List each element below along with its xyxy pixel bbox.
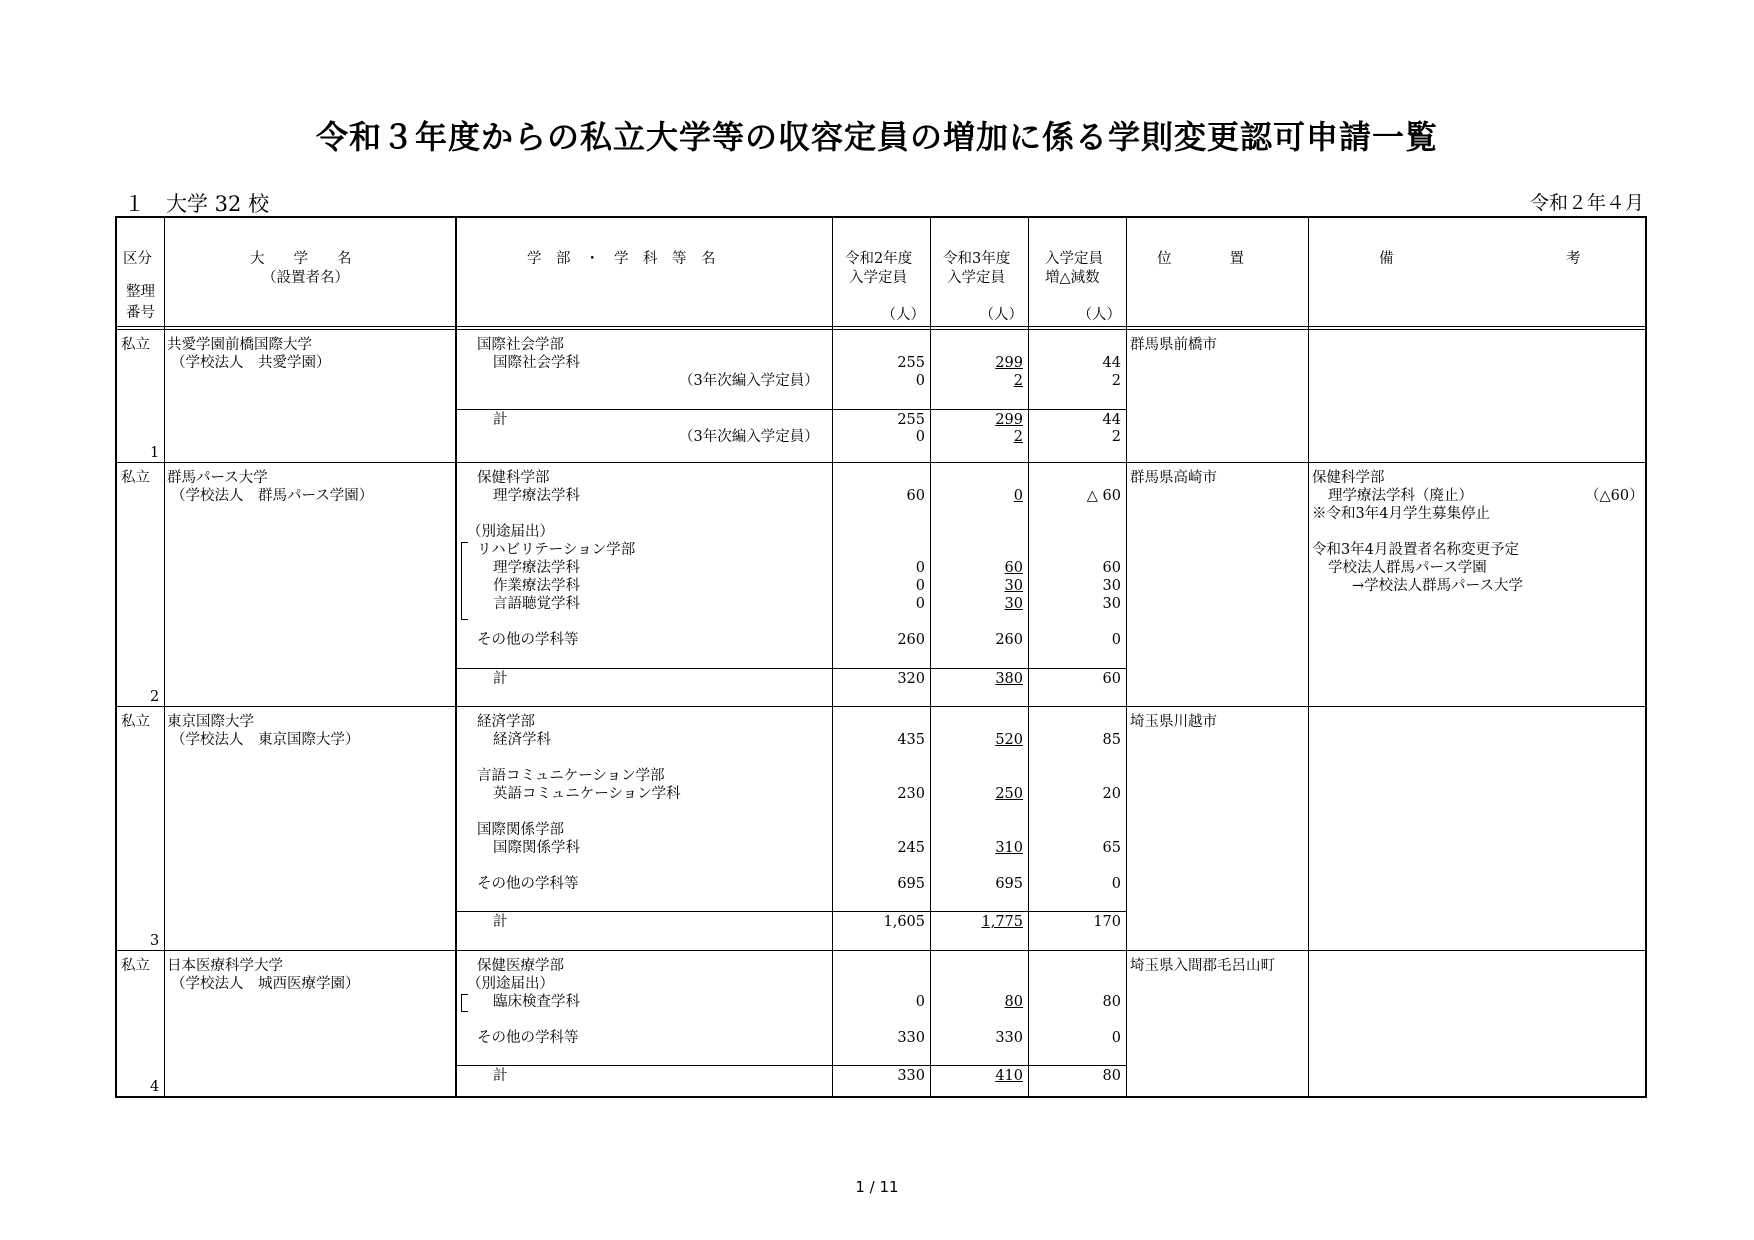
bracket-mark — [461, 994, 468, 1012]
department-name: 臨床検査学科 — [493, 994, 580, 1010]
header-remarks-right: 考 — [1566, 251, 1581, 267]
r3-capacity: 2 — [1013, 373, 1023, 389]
r2-capacity: 60 — [906, 488, 925, 504]
r3-capacity: 330 — [995, 1030, 1023, 1046]
header-remarks-left: 備 — [1379, 251, 1394, 267]
row-number: 2 — [150, 689, 160, 705]
row-kubun: 私立 — [121, 470, 150, 486]
faculty-name: リハビリテーション学部 — [477, 542, 636, 558]
capacity-diff: 60 — [1102, 560, 1121, 576]
r3-capacity: 260 — [995, 632, 1023, 648]
total-diff: 170 — [1093, 914, 1121, 930]
col-divider — [1308, 218, 1309, 1096]
other-departments: その他の学科等 — [477, 1030, 579, 1046]
row-corp-name: （学校法人 城西医療学園） — [171, 976, 360, 992]
department-name: 国際関係学科 — [493, 840, 580, 856]
total-diff: 2 — [1111, 429, 1121, 445]
row-kubun: 私立 — [121, 958, 150, 974]
r2-capacity: 0 — [915, 560, 925, 576]
faculty-name: 保健科学部 — [477, 470, 550, 486]
r2-capacity: 255 — [897, 355, 925, 371]
r3-capacity: 310 — [995, 840, 1023, 856]
subtotal-divider — [456, 668, 1126, 669]
capacity-diff: 80 — [1102, 994, 1121, 1010]
faculty-name: 国際関係学部 — [477, 822, 564, 838]
separate-notice-label: （別途届出） — [467, 524, 554, 540]
row-divider — [117, 462, 1645, 463]
header-r2-line2: 入学定員 — [849, 270, 907, 286]
header-unit: （人） — [881, 307, 925, 323]
col-divider — [164, 218, 165, 1096]
r3-capacity: 80 — [1004, 994, 1023, 1010]
r3-capacity: 30 — [1004, 596, 1023, 612]
header-divider — [117, 326, 1645, 330]
row-corp-name: （学校法人 共愛学園） — [171, 355, 331, 371]
header-r3-line1: 令和3年度 — [943, 251, 1011, 267]
faculty-name: 保健医療学部 — [477, 958, 564, 974]
header-unit: （人） — [1077, 307, 1121, 323]
remarks-line: 学校法人群馬パース学園 — [1328, 560, 1487, 576]
row-corp-name: （学校法人 群馬パース学園） — [171, 488, 374, 504]
department-name: 経済学科 — [493, 732, 551, 748]
remarks-line: 令和3年4月設置者名称変更予定 — [1312, 542, 1519, 558]
remarks-line: 理学療法学科（廃止） — [1328, 488, 1473, 504]
total-label: 計 — [493, 1068, 508, 1084]
col-divider — [456, 218, 457, 1096]
header-univ-name: 大 学 名 — [250, 251, 352, 267]
r2-capacity: 0 — [915, 373, 925, 389]
department-name: 理学療法学科 — [493, 488, 580, 504]
row-univ-name: 東京国際大学 — [167, 714, 254, 730]
capacity-diff: △ 60 — [1086, 488, 1121, 504]
row-univ-name: 群馬パース大学 — [167, 470, 268, 486]
capacity-diff: 65 — [1102, 840, 1121, 856]
department-name: 英語コミュニケーション学科 — [493, 786, 681, 802]
r2-capacity: 0 — [915, 596, 925, 612]
col-divider — [1126, 218, 1127, 1096]
col-divider — [930, 218, 931, 1096]
separate-notice-label: （別途届出） — [467, 976, 554, 992]
r2-capacity: 0 — [915, 578, 925, 594]
row-number: 4 — [150, 1079, 160, 1095]
r2-capacity: 245 — [897, 840, 925, 856]
faculty-name: 言語コミュニケーション学部 — [477, 768, 665, 784]
r3-capacity: 250 — [995, 786, 1023, 802]
header-diff-line1: 入学定員 — [1045, 251, 1103, 267]
remarks-line: （△60） — [1585, 488, 1644, 504]
total-r2: 0 — [915, 429, 925, 445]
document-date: 令和２年４月 — [1529, 192, 1644, 214]
total-diff: 80 — [1102, 1068, 1121, 1084]
row-location: 群馬県高崎市 — [1130, 470, 1217, 486]
capacity-diff: 30 — [1102, 578, 1121, 594]
header-seiri: 整理 — [126, 284, 155, 300]
row-number: 1 — [150, 445, 160, 461]
department-name: 国際社会学科 — [493, 355, 580, 371]
total-label: 計 — [493, 914, 508, 930]
department-name: 作業療法学科 — [493, 578, 580, 594]
r3-capacity: 299 — [995, 355, 1023, 371]
row-location: 埼玉県川越市 — [1130, 714, 1217, 730]
other-departments: その他の学科等 — [477, 876, 579, 892]
total-r3: 380 — [995, 671, 1023, 687]
row-kubun: 私立 — [121, 714, 150, 730]
total-diff: 44 — [1102, 412, 1121, 428]
r2-capacity: 230 — [897, 786, 925, 802]
header-r2-line1: 令和2年度 — [845, 251, 913, 267]
r2-capacity: 695 — [897, 876, 925, 892]
subtotal-divider — [456, 409, 1126, 410]
remarks-line: →学校法人群馬パース大学 — [1352, 578, 1523, 594]
r3-capacity: 695 — [995, 876, 1023, 892]
total-r2: 330 — [897, 1068, 925, 1084]
r3-capacity: 30 — [1004, 578, 1023, 594]
row-univ-name: 日本医療科学大学 — [167, 958, 283, 974]
total-label: 計 — [493, 412, 508, 428]
transfer-capacity-label: （3年次編入学定員） — [679, 429, 819, 445]
department-name: 言語聴覚学科 — [493, 596, 580, 612]
row-divider — [117, 950, 1645, 951]
faculty-name: 国際社会学部 — [477, 337, 564, 353]
r2-capacity: 260 — [897, 632, 925, 648]
header-setchisha: （設置者名） — [262, 270, 349, 286]
transfer-capacity-label: （3年次編入学定員） — [679, 373, 819, 389]
r3-capacity: 0 — [1013, 488, 1023, 504]
total-r2: 1,605 — [883, 914, 925, 930]
col-divider — [832, 218, 833, 1096]
subtotal-divider — [456, 1065, 1126, 1066]
row-corp-name: （学校法人 東京国際大学） — [171, 732, 360, 748]
capacity-diff: 0 — [1111, 1030, 1121, 1046]
r2-capacity: 0 — [915, 994, 925, 1010]
department-name: 理学療法学科 — [493, 560, 580, 576]
header-bango: 番号 — [126, 305, 155, 321]
total-diff: 60 — [1102, 671, 1121, 687]
total-r2: 320 — [897, 671, 925, 687]
application-table — [115, 216, 1647, 1098]
total-label: 計 — [493, 671, 508, 687]
total-r3: 410 — [995, 1068, 1023, 1084]
r3-capacity: 60 — [1004, 560, 1023, 576]
capacity-diff: 0 — [1111, 876, 1121, 892]
remarks-line: ※令和3年4月学生募集停止 — [1312, 506, 1490, 522]
row-divider — [117, 706, 1645, 707]
capacity-diff: 0 — [1111, 632, 1121, 648]
row-kubun: 私立 — [121, 337, 150, 353]
header-unit: （人） — [979, 307, 1023, 323]
header-r3-line2: 入学定員 — [947, 270, 1005, 286]
row-location: 埼玉県入間郡毛呂山町 — [1130, 958, 1275, 974]
other-departments: その他の学科等 — [477, 632, 579, 648]
capacity-diff: 20 — [1102, 786, 1121, 802]
total-r3: 299 — [995, 412, 1023, 428]
header-gakubu: 学 部 ・ 学 科 等 名 — [527, 251, 716, 267]
section-heading: １ 大学 32 校 — [124, 192, 270, 216]
page-number: 1 / 11 — [855, 1178, 899, 1196]
total-r2: 255 — [897, 412, 925, 428]
r2-capacity: 435 — [897, 732, 925, 748]
r3-capacity: 520 — [995, 732, 1023, 748]
col-divider — [1028, 218, 1029, 1096]
page-title: 令和３年度からの私立大学等の収容定員の増加に係る学則変更認可申請一覧 — [315, 118, 1438, 156]
capacity-diff: 44 — [1102, 355, 1121, 371]
total-r3: 1,775 — [981, 914, 1023, 930]
subtotal-divider — [456, 911, 1126, 912]
capacity-diff: 85 — [1102, 732, 1121, 748]
total-r3: 2 — [1013, 429, 1023, 445]
capacity-diff: 30 — [1102, 596, 1121, 612]
remarks-line: 保健科学部 — [1312, 470, 1385, 486]
row-number: 3 — [150, 933, 160, 949]
header-diff-line2: 増△減数 — [1045, 270, 1100, 286]
header-kubun: 区分 — [123, 251, 152, 267]
r2-capacity: 330 — [897, 1030, 925, 1046]
row-location: 群馬県前橋市 — [1130, 337, 1217, 353]
bracket-mark — [461, 542, 468, 620]
row-univ-name: 共愛学園前橋国際大学 — [167, 337, 312, 353]
faculty-name: 経済学部 — [477, 714, 535, 730]
capacity-diff: 2 — [1111, 373, 1121, 389]
header-location: 位 置 — [1157, 251, 1244, 267]
